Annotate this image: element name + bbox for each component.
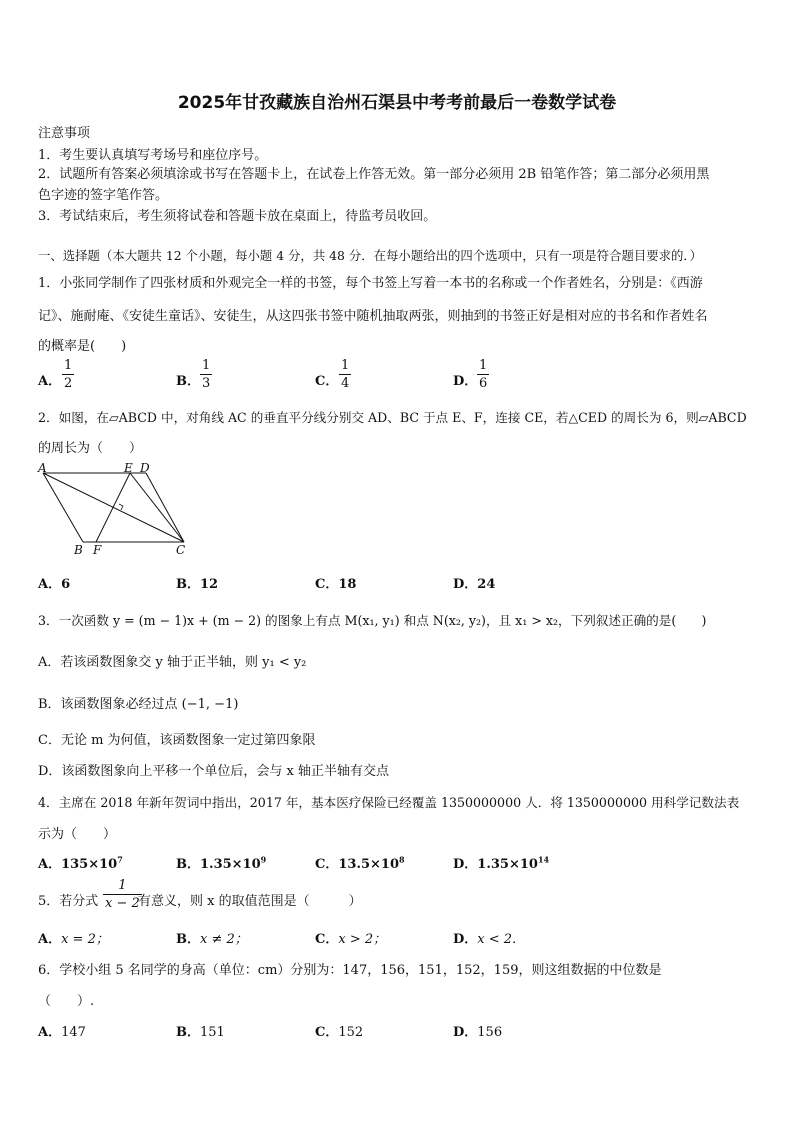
q3-stem: 3．一次函数 y = (m − 1)x + (m − 2) 的图象上有点 M(x₁, y₁) 和点 N(x₂, y₂)，且 x₁ > x₂，下列叙述正确的是( ): [38, 613, 707, 628]
q1-option-c-denominator: 4: [341, 376, 350, 391]
q2-option-a-value: 6: [61, 577, 71, 592]
q4-option-c: [315, 853, 405, 872]
section-heading: 一、选择题（本大题共 12 个小题，每小题 4 分，共 48 分．在每小题给出的四个选项中，只有一项是符合题目要求的．）: [38, 248, 702, 263]
q1-option-a-numerator: 1: [64, 358, 73, 373]
q4-option-b-base: 1.35×10: [200, 857, 261, 872]
q4-option-a-letter: A．: [38, 857, 62, 872]
q1-option-a-fraction: [62, 359, 74, 390]
q4-option-a-base: 135×10: [61, 857, 118, 872]
q1-option-a-denominator: 2: [64, 376, 73, 391]
notice-item-2a: 2．试题所有答案必须填涂或书写在答题卡上，在试卷上作答无效。第一部分必须用 2B 铅笔作答；第二部分必须用黑: [38, 167, 710, 182]
q3-option-b: B．该函数图象必经过点 (−1, −1): [38, 697, 239, 712]
q4-option-c-letter: C．: [315, 857, 339, 872]
q6-option-b-value: 151: [200, 1025, 225, 1040]
q6-option-b: [176, 1021, 225, 1040]
label-c: C: [176, 543, 186, 557]
q6-option-b-letter: B．: [176, 1025, 200, 1040]
right-angle-mark: [119, 504, 123, 510]
q4-option-d-base: 1.35×10: [477, 857, 538, 872]
segment-ce: [130, 473, 184, 542]
q2-option-d-value: 24: [477, 577, 496, 592]
q4-option-d-exponent: 14: [537, 854, 550, 865]
q2-option-c: [315, 573, 356, 592]
q6-stem-line-2: （ ）.: [38, 994, 95, 1009]
q1-option-c-letter: C．: [315, 374, 339, 389]
q4-option-c-base: 13.5×10: [338, 857, 400, 872]
q2-option-a-letter: A．: [38, 577, 62, 592]
label-e: E: [124, 462, 133, 475]
q1-stem-line-1: 1．小张同学制作了四张材质和外观完全一样的书签，每个书签上写着一本书的名称或一个作者姓名，分别是：《西游: [38, 276, 703, 291]
q2-option-b: [176, 573, 218, 592]
q5-option-b: [176, 928, 248, 947]
q5-prefix: 5．若分式: [38, 894, 99, 909]
notice-item-1: 1．考生要认真填写考场号和座位序号。: [38, 148, 268, 163]
q5-option-a: [38, 928, 109, 947]
q1-option-d-denominator: 6: [479, 376, 488, 391]
q6-option-a-value: 147: [61, 1025, 86, 1040]
label-a: A: [38, 462, 47, 475]
q1-option-b-numerator: 1: [202, 358, 211, 373]
q5-suffix: 有意义，则 x 的取值范围是（ ）: [138, 894, 362, 909]
label-d: D: [140, 462, 150, 475]
q1-option-b-letter: B．: [176, 374, 200, 389]
q1-option-a-letter: A．: [38, 374, 62, 389]
q5-option-c-value: x > 2；: [338, 932, 387, 947]
q5-numerator: 1: [118, 878, 127, 893]
q2-option-b-value: 12: [200, 577, 219, 592]
segment-ef: [96, 473, 130, 542]
q1-option-d-numerator: 1: [479, 358, 488, 373]
q5-option-a-letter: A．: [38, 932, 62, 947]
q1-option-d-fraction: [477, 359, 489, 390]
label-f: F: [93, 543, 102, 557]
q5-option-b-value: x ≠ 2；: [200, 932, 248, 947]
q3-option-a: A．若该函数图象交 y 轴于正半轴，则 y₁ < y₂: [38, 655, 307, 670]
q1-option-d-letter: D．: [453, 374, 478, 389]
q5-option-d: [453, 928, 525, 947]
q4-option-b-exponent: 9: [260, 854, 267, 865]
q2-option-d: [453, 573, 495, 592]
q5-option-d-value: x < 2．: [477, 932, 526, 947]
q4-option-a-exponent: 7: [117, 854, 123, 865]
notice-item-2b: 色字迹的签字笔作答。: [38, 188, 169, 203]
q2-stem-line-1: 2．如图，在▱ABCD 中，对角线 AC 的垂直平分线分别交 AD、BC 于点 E、F，连接 CE，若△CED 的周长为 6，则▱ABCD: [38, 410, 747, 425]
q3-option-c: C．无论 m 为何值，该函数图象一定过第四象限: [38, 733, 316, 748]
q1-stem-line-3: 的概率是( ): [38, 339, 127, 354]
q5-fraction: [103, 879, 142, 910]
q6-option-c-value: 152: [338, 1025, 364, 1040]
q5-denominator: x − 2: [105, 896, 140, 911]
q5-option-b-letter: B．: [176, 932, 200, 947]
notice-item-3: 3．考试结束后，考生须将试卷和答题卡放在桌面上，待监考员收回。: [38, 209, 437, 224]
q4-stem-line-1: 4．主席在 2018 年新年贺词中指出，2017 年，基本医疗保险已经覆盖 1350000000 人．将 1350000000 用科学记数法表: [38, 795, 740, 810]
q4-option-b: [176, 853, 266, 872]
q4-stem-line-2: 示为（ ）: [38, 827, 117, 842]
q1-option-c-fraction: [339, 359, 351, 390]
q6-option-d-value: 156: [477, 1025, 503, 1040]
q6-option-a-letter: A．: [38, 1025, 62, 1040]
q4-option-c-exponent: 8: [399, 854, 405, 865]
q2-option-b-letter: B．: [176, 577, 200, 592]
q5-option-c: [315, 928, 386, 947]
q4-option-d-letter: D．: [453, 857, 478, 872]
q4-option-b-letter: B．: [176, 857, 200, 872]
q6-stem-line-1: 6．学校小组 5 名同学的身高（单位：cm）分别为：147，156，151，152，159，则这组数据的中位数是: [38, 963, 662, 978]
q3-option-d: D．该函数图象向上平移一个单位后，会与 x 轴正半轴有交点: [38, 764, 390, 779]
q6-option-a: [38, 1021, 86, 1040]
q6-option-d: [453, 1021, 502, 1040]
q6-option-c: [315, 1021, 363, 1040]
q1-option-c-numerator: 1: [341, 358, 350, 373]
q5-option-d-letter: D．: [453, 932, 478, 947]
q6-option-c-letter: C．: [315, 1025, 339, 1040]
q4-option-d: [453, 853, 549, 872]
q6-option-d-letter: D．: [453, 1025, 478, 1040]
q2-option-a: [38, 573, 70, 592]
notice-heading: 注意事项: [38, 126, 91, 141]
q2-option-c-value: 18: [338, 577, 357, 592]
q2-option-d-letter: D．: [453, 577, 478, 592]
q1-stem-line-2: 记》、施耐庵、《安徒生童话》、安徒生，从这四张书签中随机抽取两张，则抽到的书签正好是相对应的书名和作者姓名: [38, 309, 708, 324]
q2-stem-line-2: 的周长为（ ）: [38, 441, 143, 456]
label-b: B: [74, 543, 83, 557]
page-title: 2025年甘孜藏族自治州石渠县中考考前最后一卷数学试卷: [177, 93, 617, 113]
q1-option-b-fraction: [200, 359, 212, 390]
segment-dc: [146, 473, 184, 542]
q1-option-b-denominator: 3: [202, 376, 211, 391]
q5-option-c-letter: C．: [315, 932, 339, 947]
q2-option-c-letter: C．: [315, 577, 339, 592]
parallelogram-figure: [36, 462, 196, 558]
q4-option-a: [38, 853, 123, 872]
q5-option-a-value: x = 2；: [61, 932, 109, 947]
segment-ab: [43, 473, 83, 542]
